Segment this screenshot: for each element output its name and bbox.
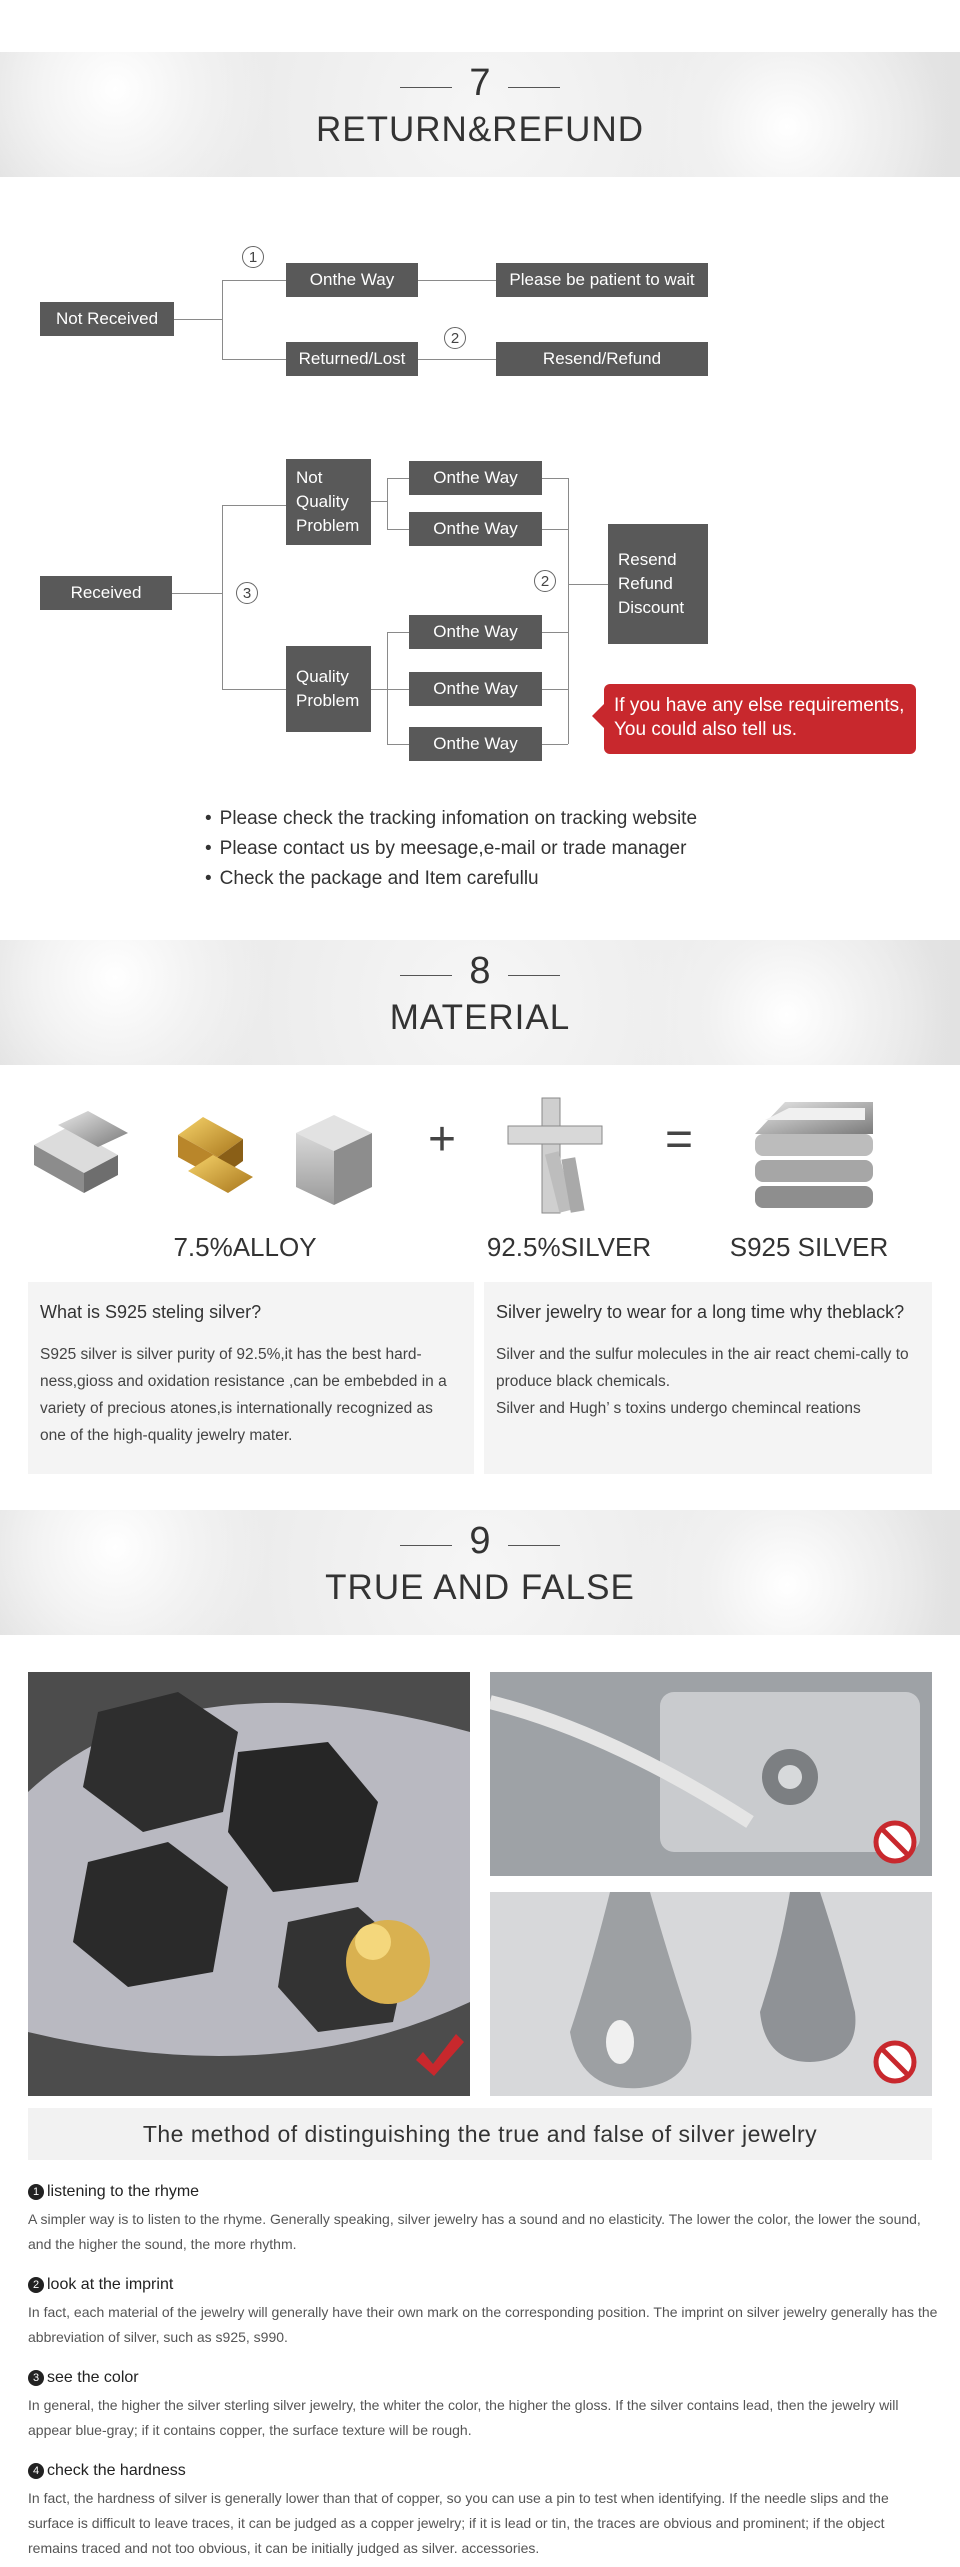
step-number: 2: [28, 2277, 44, 2293]
step-body: A simpler way is to listen to the rhyme. Generally speaking, silver jewelry has a sound and no elasticity. The lower the color, the lower the sound, and the higher the sound, the more rhythm.: [28, 2211, 921, 2252]
step-title: see the color: [47, 2369, 139, 2386]
ingot-stack-icon: [755, 1102, 873, 1208]
method-title: The method of distinguishing the true and false of silver jewelry: [28, 2108, 932, 2160]
tip-item: • Check the package and Item carefullu: [205, 864, 697, 894]
panel-text: Silver and the sulfur molecules in the air react chemi-cally to produce black chemicals.: [496, 1346, 909, 1390]
result-label: S925 SILVER: [729, 1232, 889, 1262]
s925-ingots-illustration: [745, 1090, 885, 1220]
way-box-3: Onthe Way: [409, 615, 542, 649]
bubble-line-2: You could also tell us.: [614, 719, 798, 740]
not-received-box: Not Received: [40, 302, 174, 336]
tip-item: • Please contact us by meesage,e-mail or trade manager: [205, 834, 697, 864]
way-box-5: Onthe Way: [409, 727, 542, 761]
section-banner-material: [0, 940, 960, 1065]
connector: [172, 593, 222, 594]
step-2: [28, 2276, 938, 2350]
connector: [222, 280, 223, 359]
step-number: 3: [28, 2370, 44, 2386]
banner-line-right: [508, 1545, 560, 1546]
connector: [568, 504, 569, 584]
way-box-4: Onthe Way: [409, 672, 542, 706]
panel-text: S925 silver is silver purity of 92.5%,it has the best hard-ness,gioss and oxidation resistance ,can be embebded in a variety of precious atones,is internationally recognized as one of the high-quality jewelry mater.: [40, 1346, 447, 1444]
tips-list: [205, 804, 697, 894]
connector: [568, 584, 608, 585]
connector: [387, 478, 409, 479]
section-banner-true-false: [0, 1510, 960, 1635]
connector: [542, 478, 568, 479]
connector: [222, 505, 286, 506]
step-body: In fact, the hardness of silver is generally lower than that of copper, so you can use a pin to test when identifying. If the needle slips and the surface is difficult to leave traces, it can be judged as a copper jewelry; if it is lead or tin, the traces are obvious and prominent; if the object remains traced and not too obvious, it can be initially judged as silver. accessories.: [28, 2490, 889, 2556]
step-circle-1: 1: [242, 246, 264, 268]
connector: [222, 280, 286, 281]
gold-bars-icon: [178, 1117, 253, 1193]
info-panel-left: [28, 1282, 474, 1474]
connector: [542, 632, 568, 633]
connector: [542, 529, 568, 530]
bubble-line-1: If you have any else requirements,: [614, 695, 905, 716]
section-banner-return: [0, 52, 960, 177]
equals-sign: =: [665, 1113, 694, 1166]
panel-text: Silver and Hugh’ s toxins undergo chemincal reations: [496, 1400, 861, 1417]
step-body: In general, the higher the silver sterling silver jewelry, the whiter the color, the higher the gloss. If the silver contains lead, then the jewelry will appear blue-gray; if it contains copper, the surface texture will be rough.: [28, 2397, 899, 2438]
returned-lost-box: Returned/Lost: [286, 342, 418, 376]
alloy-label: 7.5%ALLOY: [173, 1232, 317, 1262]
fake-earring-photo-1: [490, 1672, 932, 1876]
connector: [387, 632, 409, 633]
metal-cube-icon: [296, 1115, 372, 1205]
resend-refund-box: Resend/Refund: [496, 342, 708, 376]
alloy-illustration: [28, 1095, 408, 1215]
resend-refund-discount-box: Resend Refund Discount: [608, 524, 708, 644]
section-title: TRUE AND FALSE: [325, 1568, 635, 1607]
connector: [387, 529, 409, 530]
connector: [174, 319, 222, 320]
step-circle-2: 2: [444, 327, 466, 349]
connector: [371, 689, 387, 690]
banner-line-right: [508, 87, 560, 88]
step-3: [28, 2369, 938, 2443]
connector: [371, 501, 387, 502]
step-1: [28, 2183, 938, 2257]
step-title: check the hardness: [47, 2462, 186, 2479]
step-body: In fact, each material of the jewelry will generally have their own mark on the corresponding position. The imprint on silver jewelry generally has the abbreviation of silver, such as s925, s990.: [28, 2304, 938, 2345]
panel-title: What is S925 steling silver?: [40, 1302, 262, 1322]
plus-sign: +: [428, 1113, 457, 1166]
connector: [387, 632, 388, 744]
tip-item: • Please check the tracking infomation on tracking website: [205, 804, 697, 834]
requirements-bubble: [604, 684, 916, 754]
top-divider: [0, 0, 960, 53]
on-the-way-box: Onthe Way: [286, 263, 418, 297]
way-box-1: Onthe Way: [409, 461, 542, 495]
step-circle-3: 3: [236, 582, 258, 604]
connector: [568, 584, 569, 632]
connector: [387, 478, 388, 529]
connector: [568, 632, 569, 744]
connector: [222, 505, 223, 689]
info-panel-right: [484, 1282, 932, 1474]
step-number: 1: [28, 2184, 44, 2200]
section-number: 8: [469, 950, 491, 992]
silver-cross-illustration: [500, 1092, 610, 1222]
section-title: RETURN&REFUND: [316, 110, 644, 149]
silver-bars-icon: [34, 1111, 128, 1193]
connector: [222, 359, 286, 360]
connector: [542, 689, 568, 690]
connector: [387, 744, 409, 745]
fake-earring-photo-2: [490, 1892, 932, 2096]
genuine-ring-photo: [28, 1672, 470, 2096]
way-box-2: Onthe Way: [409, 512, 542, 546]
section-number: 7: [469, 62, 491, 104]
section-number: 9: [469, 1520, 491, 1562]
step-title: look at the imprint: [47, 2276, 174, 2293]
connector: [387, 689, 409, 690]
step-4: [28, 2462, 938, 2561]
section-title: MATERIAL: [389, 998, 571, 1037]
silver-label: 92.5%SILVER: [486, 1232, 652, 1262]
connector: [418, 280, 496, 281]
step-title: listening to the rhyme: [47, 2183, 200, 2200]
step-number: 4: [28, 2463, 44, 2479]
connector: [542, 744, 568, 745]
connector: [418, 359, 496, 360]
banner-line-right: [508, 975, 560, 976]
patient-box: Please be patient to wait: [496, 263, 708, 297]
step-circle-2b: 2: [534, 570, 556, 592]
quality-box: Quality Problem: [286, 646, 371, 732]
not-quality-box: Not Quality Problem: [286, 459, 371, 545]
panel-title: Silver jewelry to wear for a long time why theblack?: [496, 1302, 905, 1322]
received-box: Received: [40, 576, 172, 610]
connector: [222, 689, 286, 690]
